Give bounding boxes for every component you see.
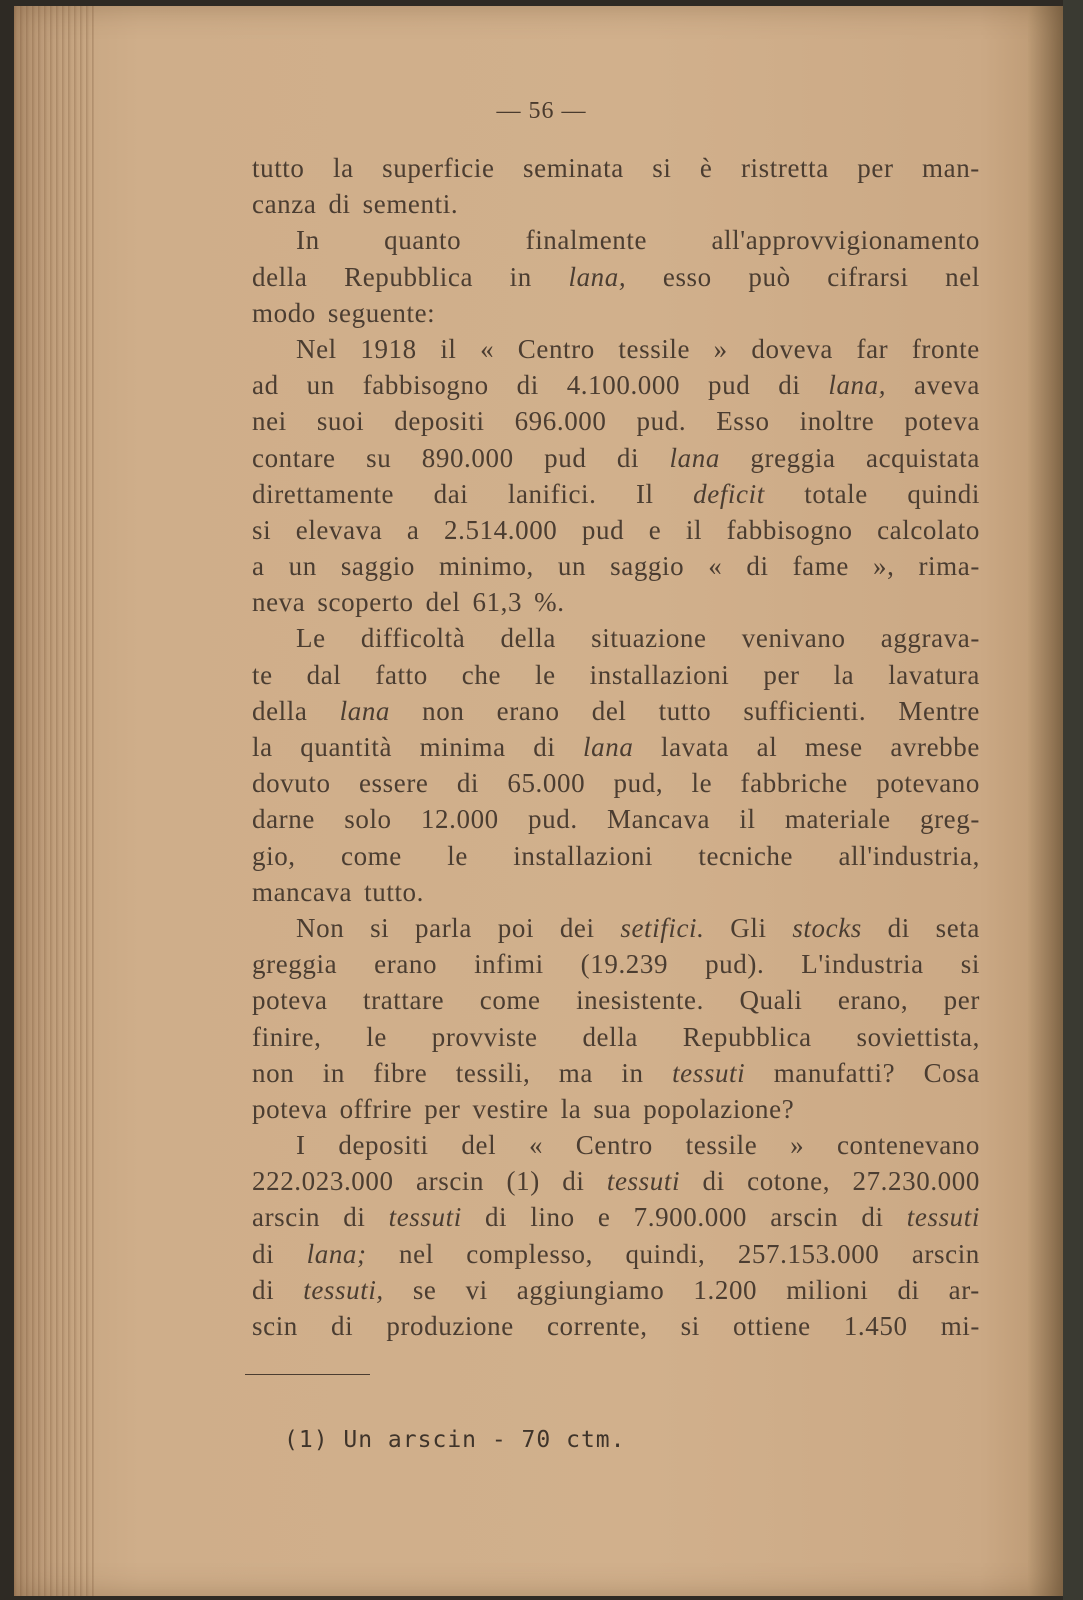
footnote-rule xyxy=(245,1374,370,1375)
text-line: a un saggio minimo, un saggio « di fame », rima- xyxy=(252,551,980,582)
text-line: poteva trattare come inesistente. Quali erano, per xyxy=(252,985,980,1016)
text-line: te dal fatto che le installazioni per la lavatura xyxy=(252,659,980,690)
text-line: darne solo 12.000 pud. Mancava il materiale greg- xyxy=(252,804,980,835)
text-line: greggia erano infimi (19.239 pud). L'industria si xyxy=(252,949,980,980)
text-line: Non si parla poi dei setifici. Gli stocks di seta xyxy=(296,912,980,943)
page-stack-edges xyxy=(14,6,94,1596)
text-line: della lana non erano del tutto sufficienti. Mentre xyxy=(252,695,980,726)
text-line: scin di produzione corrente, si ottiene 1.450 mi- xyxy=(252,1311,980,1341)
text-line: di tessuti, se vi aggiungiamo 1.200 milioni di ar- xyxy=(252,1274,980,1305)
text-line: gio, come le installazioni tecniche all'industria, xyxy=(252,840,980,871)
text-line: 222.023.000 arscin (1) di tessuti di cotone, 27.230.000 xyxy=(252,1166,980,1197)
page-right-edge xyxy=(1028,6,1064,1596)
text-line: Nel 1918 il « Centro tessile » doveva far fronte xyxy=(296,333,980,364)
book-binding xyxy=(1063,0,1083,1600)
text-line: di lana; nel complesso, quindi, 257.153.000 arscin xyxy=(252,1238,980,1269)
text-line: dovuto essere di 65.000 pud, le fabbriche potevano xyxy=(252,768,980,799)
text-line: la quantità minima di lana lavata al mese avrebbe xyxy=(252,732,980,762)
text-line: mancava tutto. xyxy=(252,876,424,907)
text-line: ad un fabbisogno di 4.100.000 pud di lana, aveva xyxy=(252,370,980,401)
text-line: si elevava a 2.514.000 pud e il fabbisogno calcolato xyxy=(252,514,980,545)
text-line: direttamente dai lanifici. Il deficit totale quindi xyxy=(252,478,980,509)
text-line: poteva offrire per vestire la sua popolazione? xyxy=(252,1093,795,1124)
text-line: modo seguente: xyxy=(252,297,436,328)
text-line: Le difficoltà della situazione venivano aggrava- xyxy=(296,623,980,654)
text-line: nei suoi depositi 696.000 pud. Esso inoltre poteva xyxy=(252,406,980,437)
text-line: neva scoperto del 61,3 %. xyxy=(252,587,565,618)
text-line: tutto la superficie seminata si è ristretta per man- xyxy=(252,153,980,183)
text-line: arscin di tessuti di lino e 7.900.000 arscin di tessuti xyxy=(252,1202,980,1233)
footnote: (1) Un arscin - 70 ctm. xyxy=(284,1427,626,1453)
text-line: contare su 890.000 pud di lana greggia acquistata xyxy=(252,442,980,473)
body-text xyxy=(252,150,980,1344)
text-line: I depositi del « Centro tessile » contenevano xyxy=(296,1130,980,1161)
page-number: — 56 — xyxy=(496,98,587,124)
text-line: In quanto finalmente all'approvvigionamento xyxy=(296,225,980,256)
text-line: della Repubblica in lana, esso può cifrarsi nel xyxy=(252,261,980,292)
text-line: non in fibre tessili, ma in tessuti manufatti? Cosa xyxy=(252,1057,980,1088)
text-line: finire, le provviste della Repubblica soviettista, xyxy=(252,1021,980,1052)
text-line: canza di sementi. xyxy=(252,189,459,220)
